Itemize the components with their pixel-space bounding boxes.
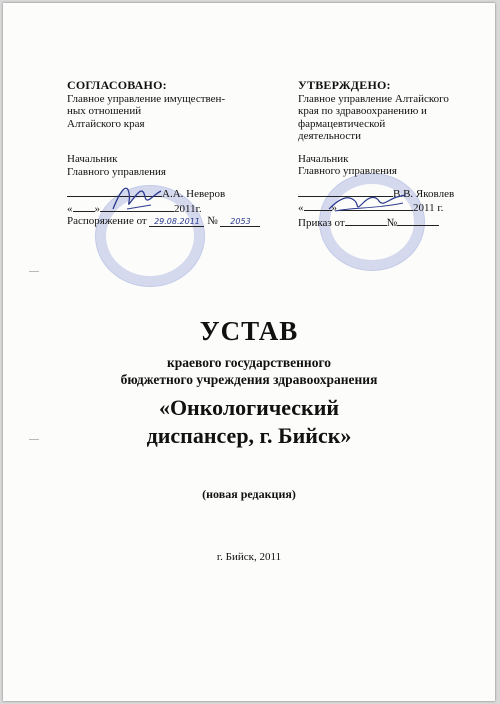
margin-mark bbox=[29, 439, 39, 440]
edition-note: (новая редакция) bbox=[202, 487, 296, 501]
approval-block-left bbox=[67, 79, 272, 228]
left-signer-line bbox=[67, 186, 272, 201]
left-org-line-2: ных отношений bbox=[67, 105, 142, 117]
left-org-line-1: Главное управление имуществен- bbox=[67, 92, 226, 105]
subtitle-line-1: краевого государственного bbox=[167, 355, 331, 370]
subtitle-line-2: бюджетного учреждения здравоохранения bbox=[120, 372, 378, 387]
right-signature bbox=[325, 187, 409, 217]
document-title: УСТАВ bbox=[199, 316, 299, 346]
margin-mark bbox=[29, 271, 39, 272]
left-position-line-1: Начальник bbox=[67, 153, 118, 165]
left-order-date: 29.08.2011 bbox=[149, 216, 204, 227]
left-signer: А.А. Неверов bbox=[162, 188, 226, 200]
left-date-year: 2011г. bbox=[174, 202, 202, 215]
right-position-line-1: Начальник bbox=[298, 152, 349, 165]
right-date-year: 2011 г. bbox=[413, 202, 444, 214]
document-page bbox=[3, 3, 495, 701]
right-heading: УТВЕРЖДЕНО: bbox=[298, 78, 391, 92]
left-date-line: « » 2011г. bbox=[67, 202, 202, 215]
right-org-line-4: деятельности bbox=[298, 130, 361, 142]
left-position-line-2: Главного управления bbox=[67, 165, 166, 178]
right-date-line: « » 2011 г. bbox=[298, 202, 444, 214]
right-org-line-3: фармацевтической bbox=[298, 117, 386, 130]
right-org-line-1: Главное управление Алтайского bbox=[298, 92, 449, 105]
right-org-line-2: края по здравоохранению и bbox=[298, 105, 427, 117]
institution-name-line-1: «Онкологический bbox=[158, 395, 340, 420]
institution-name-line-2: диспансер, г. Бийск» bbox=[146, 423, 352, 448]
right-signer: В.В. Яковлев bbox=[393, 187, 455, 200]
left-heading: СОГЛАСОВАНО: bbox=[67, 78, 167, 92]
left-order-number: 2053 bbox=[220, 216, 260, 227]
left-org-line-3: Алтайского края bbox=[67, 117, 145, 130]
city-year: г. Бийск, 2011 bbox=[216, 551, 282, 563]
right-position-line-2: Главного управления bbox=[298, 165, 397, 177]
left-signature bbox=[107, 179, 167, 215]
left-order-line: Распоряжение от 29.08.2011 № 2053 bbox=[67, 215, 272, 228]
right-order-line: Приказ от № bbox=[298, 215, 483, 230]
